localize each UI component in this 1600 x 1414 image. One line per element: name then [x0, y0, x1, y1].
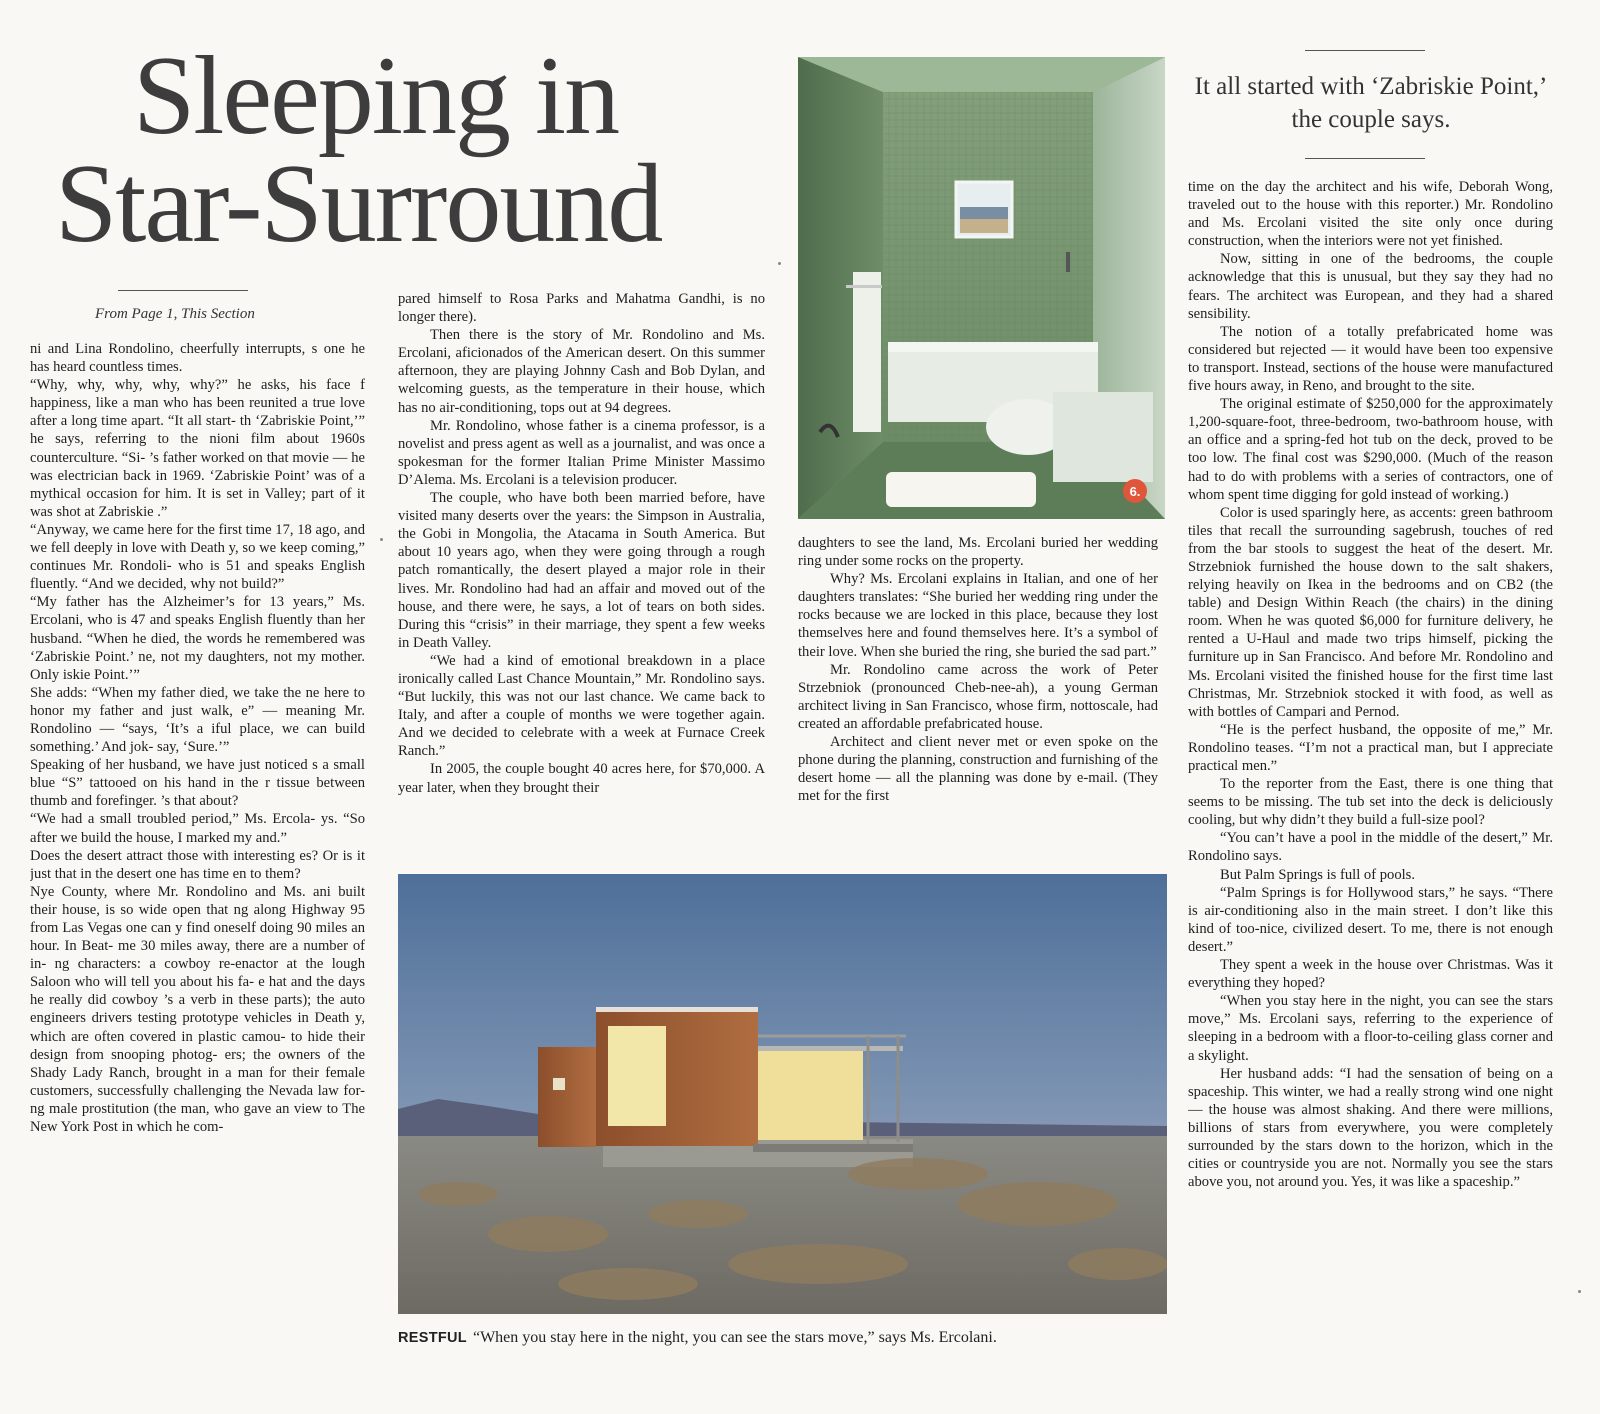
jump-rule [118, 290, 248, 291]
article-paragraph: ni and Lina Rondolino, cheerfully interrupts, s one he has heard countless times. [30, 341, 365, 376]
article-paragraph: Mr. Rondolino, whose father is a cinema professor, is a novelist and press agent as well as a journalist, and was once a spokesman for the former Italian Prime Minister Massimo D’Alema. Ms. Ercolani is a television producer. [398, 417, 765, 488]
article-paragraph: “Why, why, why, why, why?” he asks, his face f happiness, like a man who has been reunited a true love after a long time apart. “It all start- th ‘Zabriskie Point,’” he says, referring to the nioni film about 1960s counterculture. “Si- ’s father worked on that movie — he was electrician back in 1969. ‘Zabriskie Point’ was of a mythical occasion for him. It is set in Valley; part of it was shot at Zabriskie .” [30, 377, 365, 520]
pull-quote-rule-bottom [1305, 158, 1425, 159]
house-photo-art [398, 874, 1167, 1314]
pull-quote-rule-top [1305, 50, 1425, 51]
article-paragraph: In 2005, the couple bought 40 acres here, for $70,000. A year later, when they brought their [398, 761, 765, 796]
jump-line: From Page 1, This Section [95, 306, 255, 322]
article-paragraph: Speaking of her husband, we have just noticed s a small blue “S” tattooed on his hand in the r tissue between thumb and forefinger. ’s that about? [30, 757, 365, 810]
article-column-1 [30, 340, 365, 1342]
article-paragraph: Then there is the story of Mr. Rondolino and Ms. Ercolani, aficionados of the American desert. On this summer afternoon, they are playing Johnny Cash and Bob Dylan, and welcoming guests, as the temperature in their house, which has no air-conditioning, tops out at 94 degrees. [398, 327, 765, 416]
article-paragraph: The original estimate of $250,000 for the approximately 1,200-square-foot, three-bedroom, two-bathroom house, with an office and a spring-fed hot tub on the deck, proved to be too low. The final cost was $290,000. (Much of the reason had to do with problems with a series of contractors, one of whom spent time digging for gold instead of working.) [1188, 396, 1553, 503]
photo-caption [398, 1329, 1178, 1347]
article-paragraph: They spent a week in the house over Christmas. Was it everything they hoped? [1188, 957, 1553, 992]
article-paragraph: “When you stay here in the night, you can see the stars move,” Ms. Ercolani says, referring to the experience of sleeping in a bedroom with a floor-to-ceiling glass corner and a skylight. [1188, 993, 1553, 1064]
pull-quote: It all started with ‘Zabriskie Point,’ the couple says. [1194, 73, 1548, 133]
article-paragraph: “He is the perfect husband, the opposite of me,” Mr. Rondolino teases. “I’m not a practical man, but I appreciate practical men.” [1188, 721, 1553, 774]
article-paragraph: Mr. Rondolino came across the work of Peter Strzebniok (pronounced Cheb-nee-ah), a young German architect living in San Francisco, whose firm, nottoscale, had created an affordable prefabricated house. [798, 661, 1158, 732]
bathroom-photo-art [798, 57, 1165, 519]
article-paragraph: time on the day the architect and his wife, Deborah Wong, traveled out to the house with this reporter.) Mr. Rondolino and Ms. Ercolani visited the site only once during construction, when the interiors were not yet finished. [1188, 179, 1553, 250]
margin-dot [778, 262, 781, 265]
article-paragraph: “We had a kind of emotional breakdown in a place ironically called Last Chance Mountain,” Mr. Rondolino says. “But luckily, this was not our last chance. We came back to Italy, and after a couple of months we were together again. And we decided to celebrate with a week at Furnace Creek Ranch.” [398, 652, 765, 760]
article-paragraph: pared himself to Rosa Parks and Mahatma Gandhi, is no longer there). [398, 291, 765, 326]
margin-dot [380, 538, 383, 541]
article-paragraph: She adds: “When my father died, we take the ne here to honor my father and just walk, e” — meaning Mr. Rondolino — “says, ‘It’s a iful place, we can build something.’ And jok- say, ‘Sure.’” [30, 684, 365, 756]
article-paragraph: Why? Ms. Ercolani explains in Italian, and one of her daughters translates: “She buried her wedding ring under the rocks because we are locked in this place, because they lost themselves here and found themselves here. It’s a symbol of their love. When she buried the ring, she buried the sad part.” [798, 571, 1158, 660]
article-paragraph: “Anyway, we came here for the first time 17, 18 ago, and we fell deeply in love with Death y, so we keep coming,” continues Mr. Rondoli- who is 51 and speaks English fluently. “And we decided, why not build?” [30, 521, 365, 593]
article-paragraph: The couple, who have both been married before, have visited many deserts over the years: the Simpson in Australia, the Gobi in Mongolia, the Atacama in South America. But about 10 years ago, when they were going through a rough patch romantically, the desert played a major role in their lives. Mr. Rondolino had had an affair and moved out of the house, and there were, he says, a lot of tears on both sides. During this “crisis” in their marriage, they spent a few weeks in Death Valley. [398, 490, 765, 651]
margin-dot [1578, 1290, 1581, 1293]
article-column-3 [798, 534, 1158, 864]
house-photo [398, 874, 1167, 1314]
article-paragraph: daughters to see the land, Ms. Ercolani buried her wedding ring under some rocks on the property. [798, 535, 1158, 570]
article-column-2 [398, 290, 765, 850]
article-paragraph: Nye County, where Mr. Rondolino and Ms. ani built their house, is so wide open that ng along Highway 95 from Las Vegas one can y find oneself doing 90 miles an hour. In Beat- me 30 miles away, there are a number of in- ng characters: a cowboy re-enactor at the lough Saloon who will tell you about his fa- e hat and the days he really did cowboy ’s a verb in these parts); the auto engineers drivers testing prototype vehicles in Death y, which are often covered in plastic camou- to hide their design from snooping photog- ers; the owners of the Shady Lady Ranch, brought in a man for their female customers, successfully challenging the Nevada law for- ng male prostitution (the man, who gave an view to The New York Post in which he com- [30, 883, 365, 1136]
article-paragraph: “You can’t have a pool in the middle of the desert,” Mr. Rondolino says. [1188, 830, 1553, 865]
article-paragraph: “My father has the Alzheimer’s for 13 years,” Ms. Ercolani, who is 47 and speaks English fluently than her husband. “When he died, the words he remembered was ‘Zabriskie Point.’ ne, not my daughters, not my mother. Only iskie Point.’” [30, 594, 365, 683]
article-paragraph: Does the desert attract those with interesting es? Or is it just that in the desert one has time en to them? [30, 847, 365, 882]
article-paragraph: “We had a small troubled period,” Ms. Ercola- ys. “So after we build the house, I marked my and.” [30, 811, 365, 846]
bathroom-photo [798, 57, 1165, 519]
article-paragraph: “Palm Springs is for Hollywood stars,” he says. “There is air-conditioning also in the main street. I don’t like this kind of too-nice, civilized desert. To me, there is not enough desert.” [1188, 884, 1553, 955]
headline-line-1: Sleeping in [133, 34, 619, 158]
caption-text: “When you stay here in the night, you can see the stars move,” says Ms. Ercolani. [472, 1329, 997, 1346]
article-paragraph: But Palm Springs is full of pools. [1220, 866, 1416, 883]
headline [55, 34, 745, 266]
article-column-4 [1188, 178, 1553, 1353]
article-paragraph: Architect and client never met or even spoke on the phone during the planning, construction and furnishing of the desert home — all the planning was done by e-mail. (They met for the first [798, 734, 1158, 805]
article-paragraph: Now, sitting in one of the bedrooms, the couple acknowledge that this is unusual, but they say they had no fears. The architect was European, and they had a shared sensibility. [1188, 251, 1553, 322]
article-paragraph: The notion of a totally prefabricated home was considered but rejected — it would have been too expensive to transport. Instead, sections of the house were manufactured five hours away, in Reno, and brought to the site. [1188, 323, 1553, 395]
article-paragraph: To the reporter from the East, there is one thing that seems to be missing. The tub set into the deck is deliciously cooling, but why didn’t they build a full-size pool? [1188, 776, 1553, 829]
photo-number-badge: 6. [1123, 479, 1147, 503]
caption-kicker: RESTFUL [398, 1330, 467, 1346]
article-paragraph: Her husband adds: “I had the sensation of being on a spaceship. This winter, we had a really strong wind one night — the house was almost shaking. And there were millions, billions of stars from everywhere, you were completely surrounded by the stars down to the horizon, which in the cities or countryside you are not. Normally you see the stars above you, not around you. Yes, it was like a spaceship.” [1188, 1065, 1553, 1191]
article-paragraph: Color is used sparingly here, as accents: green bathroom tiles that recall the surrounding sagebrush, touches of red from the bar stools to suggest the heat of the desert. Mr. Strzebniok furnished the house down to the salt shakers, relying heavily on Ikea in the bedrooms and on CB2 (the table) and Design Within Reach (the chairs) in the dining room. When he was quoted $6,000 for furniture delivery, he rented a U-Haul and made two trips himself, picking the furniture up in San Francisco. And before Mr. Rondolino and Ms. Ercolani visited the finished house for the first time last Christmas, Mr. Strzebniok stocked it with food, as well as with bottles of Campari and Pernod. [1188, 504, 1553, 720]
headline-line-2: Star-Surround [55, 142, 662, 266]
